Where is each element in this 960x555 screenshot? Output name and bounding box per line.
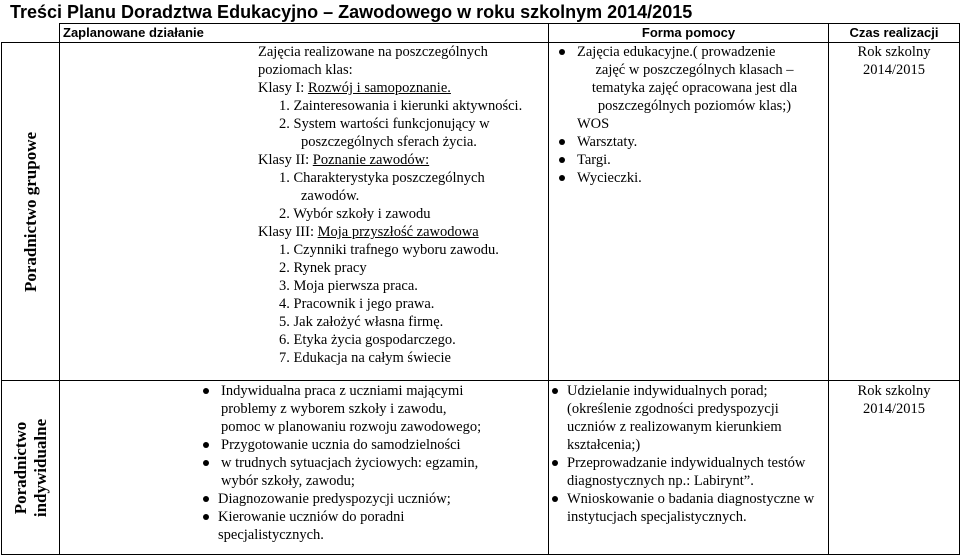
form-item-line: tematyka zajęć opracowana jest dla — [591, 80, 798, 96]
header-time: Czas realizacji — [829, 24, 960, 43]
individual-time-cell — [829, 381, 960, 555]
individual-planned-item — [197, 436, 548, 454]
class1-item: 1. Zainteresowania i kierunki aktywności. — [279, 98, 523, 114]
individual-form-item — [549, 490, 828, 526]
item-line: uczniów z realizowanym kierunkiem — [567, 419, 782, 435]
form-item: Targi. — [553, 151, 828, 169]
individual-planned-cell — [60, 381, 549, 555]
item-line: kształcenia;) — [567, 437, 641, 453]
item-line: Udzielanie indywidualnych porad; — [567, 383, 768, 399]
individual-planned-item — [197, 454, 548, 490]
class3-heading — [258, 223, 548, 241]
individual-form-item — [549, 382, 828, 454]
class2-item: 2. Wybór szkoły i zawodu — [279, 206, 431, 222]
group-time-cell — [829, 43, 960, 381]
class3-item: 3. Moja pierwsza praca. — [279, 278, 418, 294]
item-line: Przeprowadzanie indywidualnych testów — [567, 455, 806, 471]
class3-prefix: Klasy III: — [258, 224, 318, 240]
form-item-edu — [553, 43, 828, 61]
class1-item: 2. System wartości funkcjonujący w — [279, 116, 490, 132]
item-line: instytucjach specjalistycznych. — [567, 509, 747, 525]
group-intro-1: Zajęcia realizowane na poszczególnych — [258, 44, 488, 60]
class1-topic: Rozwój i samopoznanie. — [307, 80, 451, 96]
individual-planned-item — [200, 508, 548, 544]
individual-side-label — [11, 418, 51, 516]
time-year: 2014/2015 — [862, 401, 926, 417]
individual-planned-item — [200, 490, 548, 508]
group-intro-2: poziomach klas: — [258, 62, 353, 78]
item-line: Wnioskowanie o badania diagnostyczne w — [567, 491, 815, 507]
header-planned: Zaplanowane działanie — [60, 24, 549, 43]
form-item-line: poszczególnych poziomów klas;) — [597, 98, 792, 114]
class3-item: 6. Etyka życia gospodarczego. — [279, 332, 456, 348]
group-form-cell — [549, 43, 829, 381]
class3-item: 4. Pracownik i jego prawa. — [279, 296, 435, 312]
group-planned-cell — [60, 43, 549, 381]
individual-side-cell — [2, 381, 60, 555]
class2-item: 1. Charakterystyka poszczególnych — [279, 170, 485, 186]
form-item-line: zajęć w poszczególnych klasach – — [595, 62, 794, 78]
document-title: Treści Planu Doradztwa Edukacyjno – Zawodowego w roku szkolnym 2014/2015 — [10, 2, 693, 22]
individual-side-label-2: indywidualne — [30, 418, 50, 517]
class1-item-cont: poszczególnych sferach życia. — [301, 134, 477, 150]
class1-heading — [258, 79, 548, 97]
table-header-row — [2, 24, 960, 43]
item-line: pomoc w planowaniu rozwoju zawodowego; — [221, 419, 482, 435]
item-line: Kierowanie uczniów do poradni — [218, 509, 405, 525]
individual-form-item — [549, 454, 828, 490]
individual-side-label-1: Poradnictwo — [10, 421, 30, 514]
time-label: Rok szkolny — [857, 44, 931, 60]
class3-item: 2. Rynek pracy — [279, 260, 367, 276]
item-line: wybór szkoły, zawodu; — [221, 473, 355, 489]
item-line: w trudnych sytuacjach życiowych: egzamin, — [221, 455, 479, 471]
form-item-line: Zajęcia edukacyjne.( prowadzenie — [577, 44, 776, 60]
item-line: (określenie zgodności predyspozycji — [567, 401, 779, 417]
class3-topic: Moja przyszłość zawodowa — [317, 224, 479, 240]
individual-planned-item — [197, 382, 548, 436]
class1-prefix: Klasy I: — [258, 80, 308, 96]
time-year: 2014/2015 — [862, 62, 926, 78]
item-line: Diagnozowanie predyspozycji uczniów; — [218, 491, 451, 507]
plan-table — [1, 23, 960, 555]
form-item: Warsztaty. — [553, 133, 828, 151]
class2-item-cont: zawodów. — [301, 188, 360, 204]
individual-row — [2, 381, 960, 555]
class2-topic: Poznanie zawodów: — [312, 152, 430, 168]
class3-item: 1. Czynniki trafnego wyboru zawodu. — [279, 242, 499, 258]
form-item-line: WOS — [577, 116, 610, 132]
header-empty-cell — [2, 24, 60, 43]
group-side-label: Poradnictwo grupowe — [20, 131, 40, 292]
header-form: Forma pomocy — [549, 24, 829, 43]
item-line: Indywidualna praca z uczniami mającymi — [221, 383, 464, 399]
class2-prefix: Klasy II: — [258, 152, 313, 168]
item-line: Przygotowanie ucznia do samodzielności — [221, 437, 461, 453]
class2-heading — [258, 151, 548, 169]
group-side-cell — [2, 43, 60, 381]
item-line: diagnostycznych np.: Labirynt”. — [567, 473, 754, 489]
item-line: specjalistycznych. — [218, 527, 324, 543]
group-row — [2, 43, 960, 381]
item-line: problemy z wyborem szkoły i zawodu, — [221, 401, 447, 417]
time-label: Rok szkolny — [857, 383, 931, 399]
class3-item: 5. Jak założyć własna firmę. — [279, 314, 444, 330]
individual-form-cell — [549, 381, 829, 555]
form-item: Wycieczki. — [553, 169, 828, 187]
class3-item: 7. Edukacja na całym świecie — [279, 350, 451, 366]
